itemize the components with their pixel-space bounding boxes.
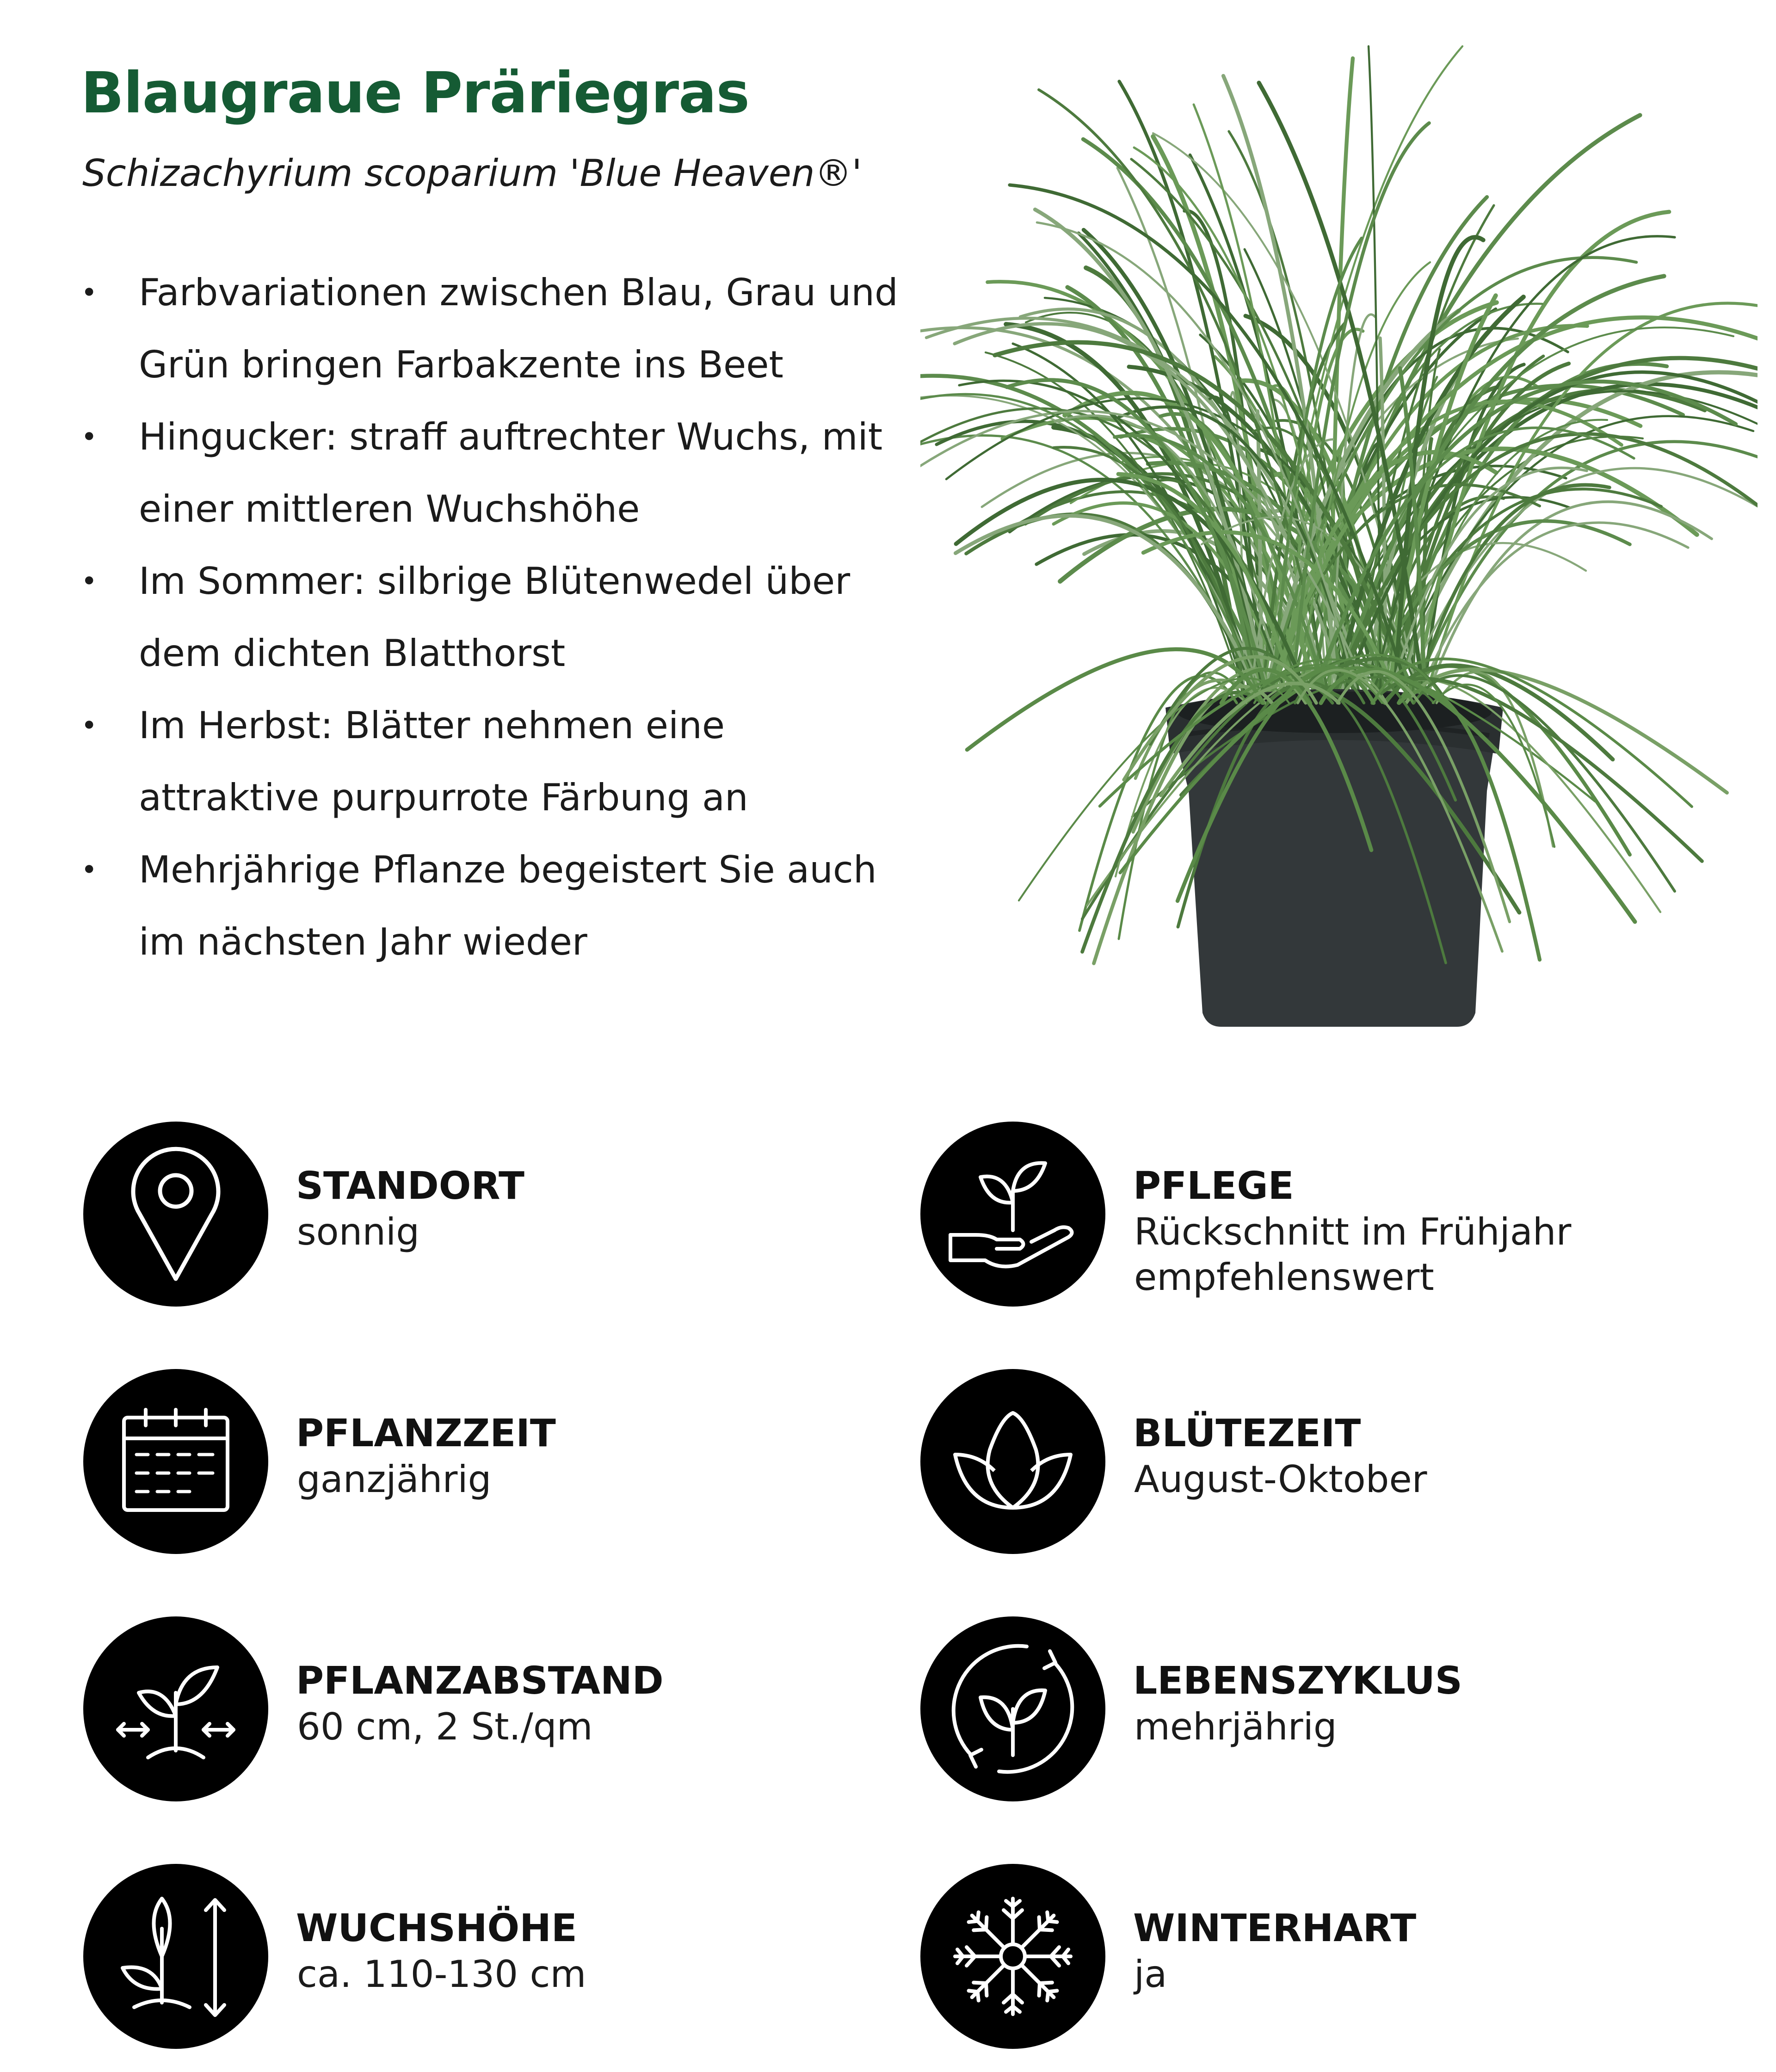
feature-pflege xyxy=(920,1122,1707,1307)
icon-circle xyxy=(83,1369,268,1554)
feature-value: August-Oktober xyxy=(1134,1458,1427,1501)
hand-seedling-icon xyxy=(920,1122,1105,1307)
feature-bullet-list xyxy=(81,257,904,978)
feature-value: Rückschnitt im Frühjahr empfehlenswert xyxy=(1134,1210,1572,1299)
feature-pflanzabstand xyxy=(83,1616,870,1801)
feature-label: LEBENSZYKLUS xyxy=(1133,1659,1462,1703)
plant-photo xyxy=(920,42,1758,1031)
feature-pflanzzeit xyxy=(83,1369,870,1554)
feature-label: PFLEGE xyxy=(1133,1164,1294,1208)
feature-label: BLÜTEZEIT xyxy=(1133,1412,1361,1455)
feature-value: 60 cm, 2 St./qm xyxy=(297,1705,593,1748)
bullet-dot: • xyxy=(81,421,98,453)
plant-height-icon xyxy=(83,1864,268,2049)
icon-circle xyxy=(920,1369,1105,1554)
bullet-item: • Mehrjährige Pflanze begeistert Sie auch im nächsten Jahr wieder xyxy=(81,834,904,978)
feature-value: ja xyxy=(1134,1953,1167,1996)
bullet-item: • Im Sommer: silbrige Blütenwedel über dem dichten Blatthorst xyxy=(81,545,904,690)
bullet-item: • Hingucker: straff auftrechter Wuchs, mit einer mittleren Wuchshöhe xyxy=(81,401,904,545)
icon-circle xyxy=(83,1122,268,1307)
bullet-dot: • xyxy=(81,709,98,742)
feature-value: ca. 110-130 cm xyxy=(297,1953,586,1996)
feature-bluetezeit xyxy=(920,1369,1707,1554)
bullet-item: • Im Herbst: Blätter nehmen eine attraktive purpurrote Färbung an xyxy=(81,690,904,834)
icon-circle xyxy=(920,1616,1105,1801)
feature-standort xyxy=(83,1122,870,1307)
icon-circle xyxy=(920,1864,1105,2049)
feature-label: WINTERHART xyxy=(1133,1906,1417,1950)
icon-circle xyxy=(83,1864,268,2049)
feature-lebenszyklus xyxy=(920,1616,1707,1801)
bullet-dot: • xyxy=(81,565,98,598)
lifecycle-leaf-icon xyxy=(920,1616,1105,1801)
product-title: Blaugraue Präriegras xyxy=(81,60,749,126)
bullet-item: • Farbvariationen zwischen Blau, Grau und Grün bringen Farbakzente ins Beet xyxy=(81,257,904,401)
bullet-dot: • xyxy=(81,277,98,309)
lotus-flower-icon xyxy=(920,1369,1105,1554)
location-pin-icon xyxy=(83,1122,268,1307)
icon-circle xyxy=(83,1616,268,1801)
feature-label: PFLANZZEIT xyxy=(296,1412,556,1455)
feature-value: ganzjährig xyxy=(297,1458,492,1501)
snowflake-icon xyxy=(920,1864,1105,2049)
feature-label: PFLANZABSTAND xyxy=(296,1659,664,1703)
feature-value: sonnig xyxy=(297,1210,420,1253)
feature-wuchshoehe xyxy=(83,1864,870,2049)
feature-value: mehrjährig xyxy=(1134,1705,1337,1748)
feature-label: STANDORT xyxy=(296,1164,524,1208)
calendar-icon xyxy=(83,1369,268,1554)
feature-label: WUCHSHÖHE xyxy=(296,1906,577,1950)
icon-circle xyxy=(920,1122,1105,1307)
seedling-spacing-icon xyxy=(83,1616,268,1801)
bullet-dot: • xyxy=(81,854,98,886)
botanical-name: Schizachyrium scoparium 'Blue Heaven®' xyxy=(82,152,862,195)
feature-winterhart xyxy=(920,1864,1707,2049)
